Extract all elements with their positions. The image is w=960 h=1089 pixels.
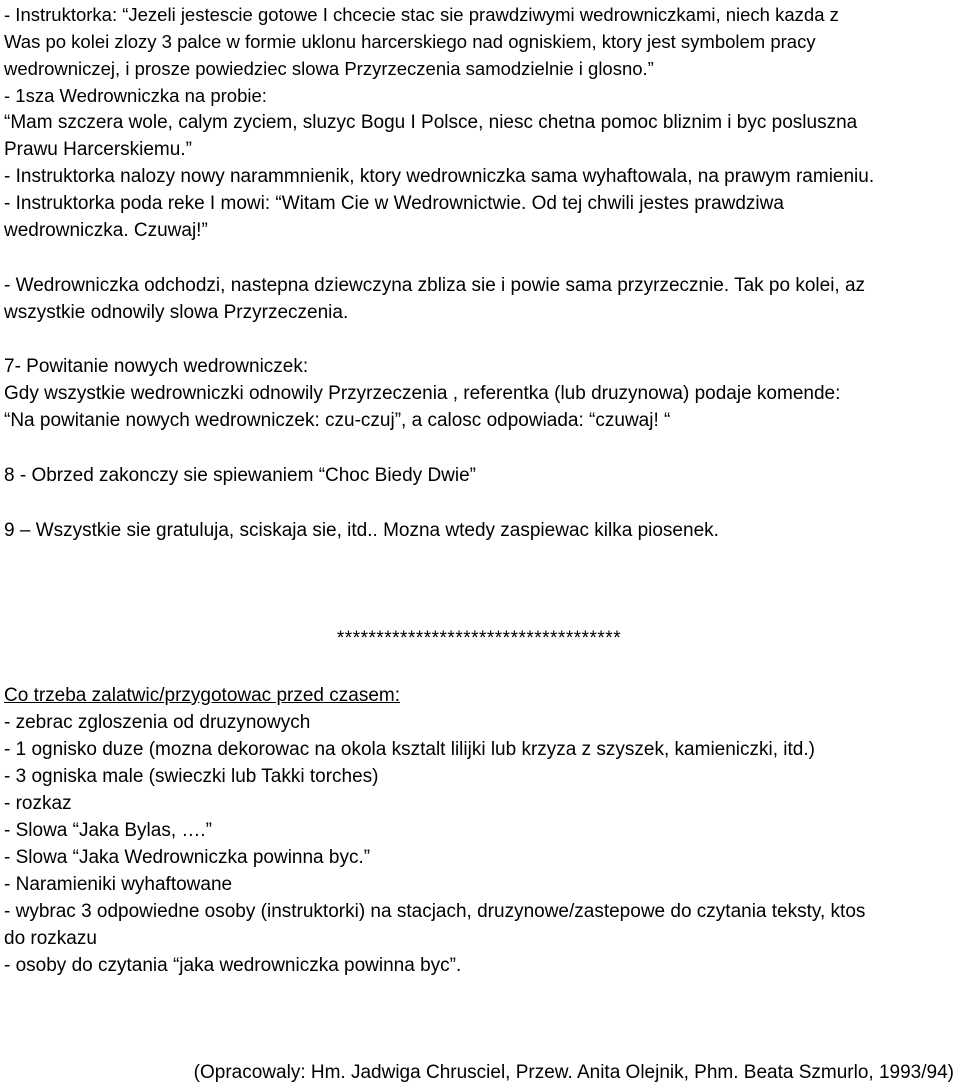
text-line: - 1sza Wedrowniczka na probie: bbox=[4, 85, 267, 106]
text-line: - Instruktorka: “Jezeli jestescie gotowe I chcecie stac sie prawdziwymi wedrowniczkami, niech kazda z bbox=[4, 4, 839, 25]
list-item: - zebrac zgloszenia od druzynowych bbox=[4, 712, 311, 733]
text-line: wedrowniczka. Czuwaj!” bbox=[4, 220, 208, 241]
text-line: - Wedrowniczka odchodzi, nastepna dziewczyna zbliza sie i powie sama przyrzecznie. Tak po kolei, az bbox=[4, 275, 866, 296]
text-line: - Instruktorka nalozy nowy narammnienik, ktory wedrowniczka sama wyhaftowala, na prawym ramieniu. bbox=[4, 166, 875, 187]
list-item: - rozkaz bbox=[4, 793, 72, 814]
preparation-heading: Co trzeba zalatwic/przygotowac przed czasem: bbox=[4, 685, 400, 706]
asterisk-divider: ************************************ bbox=[336, 628, 622, 649]
list-item: - wybrac 3 odpowiedne osoby (instruktorki) na stacjach, druzynowe/zastepowe do czytania teksty, ktos bbox=[4, 901, 866, 922]
list-item: - 1 ognisko duze (mozna dekorowac na okola ksztalt lilijki lub krzyza z szyszek, kamieniczki, itd.) bbox=[4, 739, 815, 760]
text-line: wedrowniczej, i prosze powiedziec slowa Przyrzeczenia samodzielnie i glosno.” bbox=[4, 58, 654, 79]
text-line: Gdy wszystkie wedrowniczki odnowily Przyrzeczenia , referentka (lub druzynowa) podaje komende: bbox=[4, 383, 841, 404]
section-9-line: 9 – Wszystkie sie gratuluja, sciskaja sie, itd.. Mozna wtedy zaspiewac kilka piosenek. bbox=[4, 520, 719, 541]
list-item: - 3 ogniska male (swieczki lub Takki torches) bbox=[4, 766, 379, 787]
list-item: do rozkazu bbox=[4, 928, 97, 949]
list-item: - Slowa “Jaka Wedrowniczka powinna byc.” bbox=[4, 847, 371, 868]
list-item: - Slowa “Jaka Bylas, ….” bbox=[4, 820, 212, 841]
text-line: Prawu Harcerskiemu.” bbox=[4, 139, 192, 160]
list-item: - osoby do czytania “jaka wedrowniczka powinna byc”. bbox=[4, 955, 462, 976]
list-item: - Naramieniki wyhaftowane bbox=[4, 874, 233, 895]
section-8-line: 8 - Obrzed zakonczy sie spiewaniem “Choc Biedy Dwie” bbox=[4, 465, 477, 486]
text-line: wszystkie odnowily slowa Przyrzeczenia. bbox=[4, 302, 349, 323]
text-line: “Na powitanie nowych wedrowniczek: czu-czuj”, a calosc odpowiada: “czuwaj! “ bbox=[4, 410, 671, 431]
author-credit: (Opracowaly: Hm. Jadwiga Chrusciel, Przew. Anita Olejnik, Phm. Beata Szmurlo, 1993/94) bbox=[193, 1062, 954, 1083]
text-line: Was po kolei zlozy 3 palce w formie uklonu harcerskiego nad ogniskiem, ktory jest symbolem pracy bbox=[4, 31, 816, 52]
document-page bbox=[4, 0, 954, 1089]
text-line: “Mam szczera wole, calym zyciem, sluzyc Bogu I Polsce, niesc chetna pomoc bliznim i byc posluszna bbox=[4, 112, 858, 133]
section-7-heading: 7- Powitanie nowych wedrowniczek: bbox=[4, 356, 309, 377]
text-line: - Instruktorka poda reke I mowi: “Witam Cie w Wedrownictwie. Od tej chwili jestes prawdziwa bbox=[4, 193, 784, 214]
